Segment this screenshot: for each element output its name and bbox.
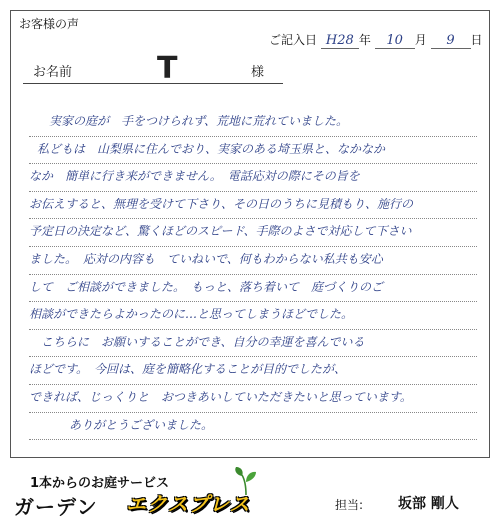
customer-name: T xyxy=(157,51,178,86)
entry-date xyxy=(269,31,483,49)
brand-logo-accent: エクスプレス xyxy=(126,492,251,516)
comment-line: ありがとうございました。 xyxy=(29,413,477,441)
handwritten-comment xyxy=(29,109,477,440)
date-month: 10 xyxy=(386,33,403,48)
name-label: お名前 xyxy=(33,65,73,80)
feedback-form xyxy=(10,10,490,458)
date-day: 9 xyxy=(446,33,455,48)
date-label: ご記入日 xyxy=(269,33,318,47)
comment-line: ほどです。 今回は、庭を簡略化することが目的でしたが、 xyxy=(29,357,477,385)
company-footer xyxy=(0,462,500,521)
year-suffix: 年 xyxy=(358,33,371,47)
comment-line: お伝えすると、無理を受けて下さり、その日のうちに見積もり、施行の xyxy=(29,192,477,220)
customer-name-field xyxy=(23,51,283,84)
comment-line: ました。 応対の内容も ていねいで、何もわからない私共も安心 xyxy=(29,247,477,275)
day-suffix: 日 xyxy=(470,33,483,47)
comment-line: して ご相談ができました。 もっと、落ち着いて 庭づくりのご xyxy=(29,275,477,303)
staff-name: 坂部 剛人 xyxy=(398,496,459,512)
comment-line: こちらに お願いすることができ、自分の幸運を喜んでいる xyxy=(29,330,477,358)
honorific: 様 xyxy=(251,65,265,80)
comment-line: できれば、じっくりと おつきあいしていただきたいと思っています。 xyxy=(29,385,477,413)
service-tagline: 1本からのお庭サービス xyxy=(30,476,170,491)
brand-logo-main: ガーデン xyxy=(14,495,98,519)
comment-line: 実家の庭が 手をつけられず、荒地に荒れていました。 xyxy=(29,109,477,137)
comment-line: 相談ができたらよかったのに…と思ってしまうほどでした。 xyxy=(29,302,477,330)
month-suffix: 月 xyxy=(414,33,427,47)
staff-label: 担当: xyxy=(335,498,364,512)
comment-line: 私どもは 山梨県に住んでおり、実家のある埼玉県と、なかなか xyxy=(29,137,477,165)
comment-line: 予定日の決定など、驚くほどのスピード、手際のよさで対応して下さい xyxy=(29,219,477,247)
form-title: お客様の声 xyxy=(19,17,80,31)
date-era-year: H28 xyxy=(325,33,354,48)
comment-line: なか 簡単に行き来ができません。 電話応対の際にその旨を xyxy=(29,164,477,192)
